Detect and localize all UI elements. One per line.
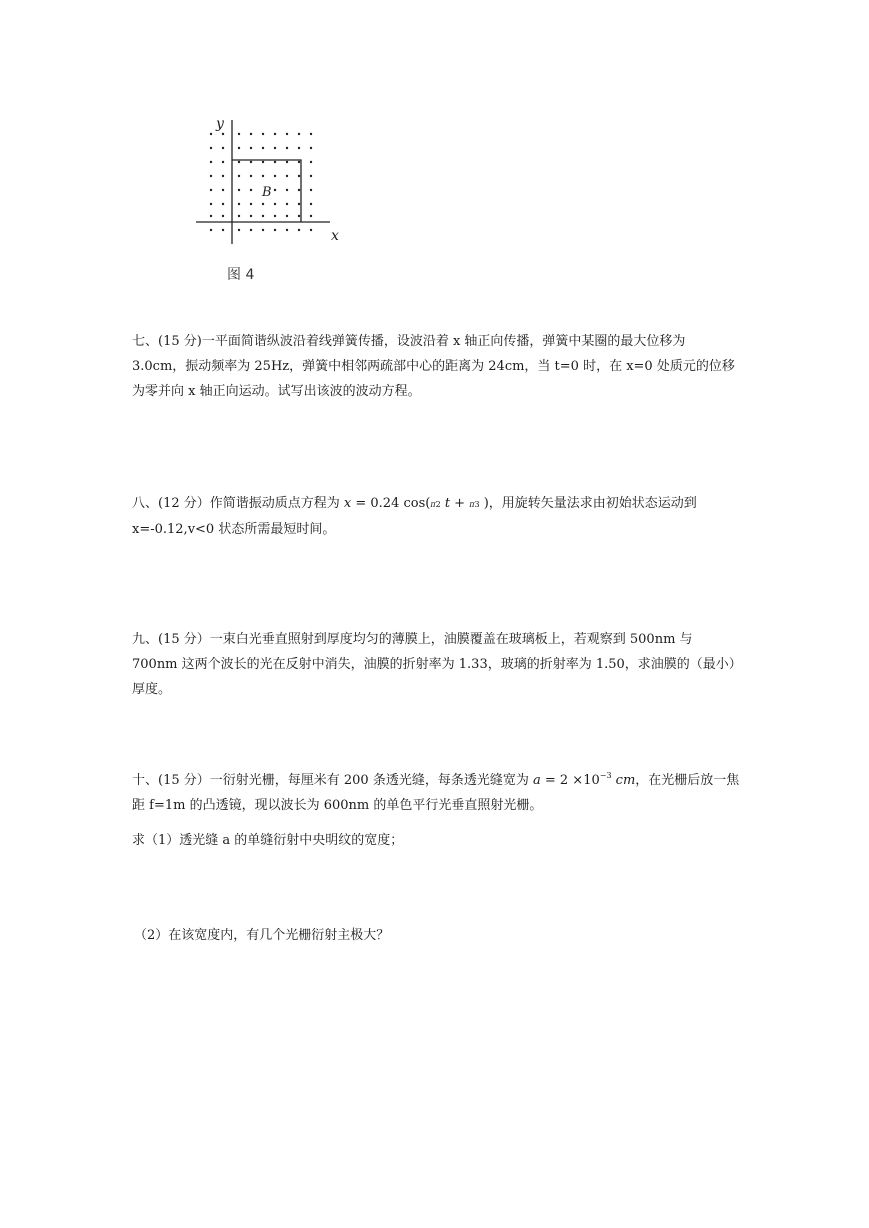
question-9-text: 九、(15 分）一束白光垂直照射到厚度均匀的薄膜上，油膜覆盖在玻璃板上，若观察到 500nm 与 700nm 这两个波长的光在反射中消失，油膜的折射率为 1.33，玻璃的折射率为 1.50，求油膜的（最小）厚度。 <box>132 632 736 697</box>
field-dot <box>274 215 276 217</box>
field-diagram <box>190 112 350 252</box>
field-dot <box>286 203 288 205</box>
question-10-sub-1: 求（1）透光缝 a 的单缝衍射中央明纹的宽度； <box>132 833 404 848</box>
field-dot <box>310 215 312 217</box>
field-dot <box>274 133 276 135</box>
q10-unit: cm <box>611 773 636 788</box>
field-dot <box>250 147 252 149</box>
field-dot <box>250 203 252 205</box>
field-dot <box>262 161 264 163</box>
field-dot <box>310 147 312 149</box>
figure-caption: 图 4 <box>227 267 255 283</box>
q8-pi-1: π <box>430 500 436 509</box>
field-dot <box>286 215 288 217</box>
field-dot <box>238 133 240 135</box>
q10-eq: = 2 ×10 <box>540 773 600 788</box>
field-dot <box>286 147 288 149</box>
field-dot <box>310 203 312 205</box>
field-dot <box>210 229 212 231</box>
q10-part1: 十、(15 分）一衍射光栅，每厘米有 200 条透光缝，每条透光缝宽为 <box>132 773 533 788</box>
field-dot <box>274 161 276 163</box>
field-dot <box>210 147 212 149</box>
field-dot <box>210 133 212 135</box>
field-dot <box>298 147 300 149</box>
field-dot <box>262 215 264 217</box>
field-dot <box>262 175 264 177</box>
field-dot <box>210 215 212 217</box>
field-dot <box>262 203 264 205</box>
q8-close: )，用旋转矢量法求由初始状态运动到 x=-0.12,v<0 状态所需最短时间。 <box>132 496 697 537</box>
field-dot <box>238 203 240 205</box>
field-dot <box>210 189 212 191</box>
field-dot <box>222 203 224 205</box>
field-dot <box>274 229 276 231</box>
field-dot <box>298 161 300 163</box>
field-dot <box>274 203 276 205</box>
field-dot <box>222 133 224 135</box>
question-10-part-2 <box>134 923 742 948</box>
field-dot <box>238 161 240 163</box>
question-8-text <box>132 491 740 542</box>
q8-var-x: x <box>343 496 352 511</box>
question-8 <box>132 491 740 542</box>
x-axis-label: x <box>331 228 339 244</box>
field-dot <box>298 133 300 135</box>
field-dot <box>238 215 240 217</box>
field-dot <box>286 229 288 231</box>
field-dot <box>298 175 300 177</box>
field-dot <box>210 161 212 163</box>
field-dot <box>262 133 264 135</box>
field-dot <box>238 175 240 177</box>
field-dot <box>250 133 252 135</box>
field-dot <box>274 147 276 149</box>
q8-pi-2: π <box>469 500 475 509</box>
field-dot <box>222 189 224 191</box>
field-dot <box>286 133 288 135</box>
field-dot <box>250 175 252 177</box>
q8-prefix: 八、(12 分）作简谐振动质点方程为 <box>132 496 344 511</box>
field-dot <box>210 203 212 205</box>
field-dot <box>286 175 288 177</box>
field-dot <box>222 215 224 217</box>
question-7 <box>132 329 740 404</box>
field-dot <box>210 175 212 177</box>
field-dot <box>274 189 276 191</box>
field-dot <box>286 189 288 191</box>
field-label-B: B <box>262 185 272 200</box>
field-dot <box>250 189 252 191</box>
field-dot <box>222 161 224 163</box>
q8-t: t + <box>440 496 470 511</box>
field-dot <box>286 161 288 163</box>
field-dot <box>222 229 224 231</box>
field-dot <box>250 215 252 217</box>
question-7-text: 七、(15 分)一平面简谐纵波沿着线弹簧传播，设波沿着 x 轴正向传播，弹簧中某圈的最大位移为 3.0cm，振动频率为 25Hz，弹簧中相邻两疏部中心的距离为 24cm，当 t=0 时，在 x=0 处质元的位移为零并向 x 轴正向运动。试写出该波的波动方程。 <box>132 334 735 399</box>
question-9 <box>132 627 740 702</box>
q8-den-2: 3 <box>474 500 480 509</box>
field-dot <box>310 133 312 135</box>
question-10 <box>132 763 740 853</box>
field-dot <box>262 147 264 149</box>
field-dot <box>222 147 224 149</box>
figure-magnetic-field <box>190 112 350 287</box>
y-axis-label: y <box>216 116 224 132</box>
field-dot <box>310 189 312 191</box>
q10-part2: ，在光栅后放一焦距 f=1m 的凸透镜，现以波长为 600nm 的单色平行光垂直照射光栅。 <box>132 773 740 813</box>
field-dot <box>274 175 276 177</box>
q8-den-1: 2 <box>435 500 441 509</box>
q8-eq: = 0.24 cos( <box>351 496 431 511</box>
field-dot <box>238 147 240 149</box>
field-dot <box>310 161 312 163</box>
q10-exp: −3 <box>599 771 612 780</box>
question-10-sub-2: （2）在该宽度内，有几个光栅衍射主极大？ <box>134 928 390 943</box>
field-dot <box>238 189 240 191</box>
field-dot <box>238 229 240 231</box>
field-dot <box>222 175 224 177</box>
field-dots <box>210 133 312 231</box>
field-dot <box>250 161 252 163</box>
field-dot <box>250 229 252 231</box>
question-10-text <box>132 763 740 818</box>
field-dot <box>310 229 312 231</box>
field-dot <box>298 229 300 231</box>
field-dot <box>298 189 300 191</box>
field-dot <box>310 175 312 177</box>
field-dot <box>262 229 264 231</box>
field-dot <box>298 215 300 217</box>
q10-var-a: a <box>532 773 541 788</box>
field-dot <box>298 203 300 205</box>
